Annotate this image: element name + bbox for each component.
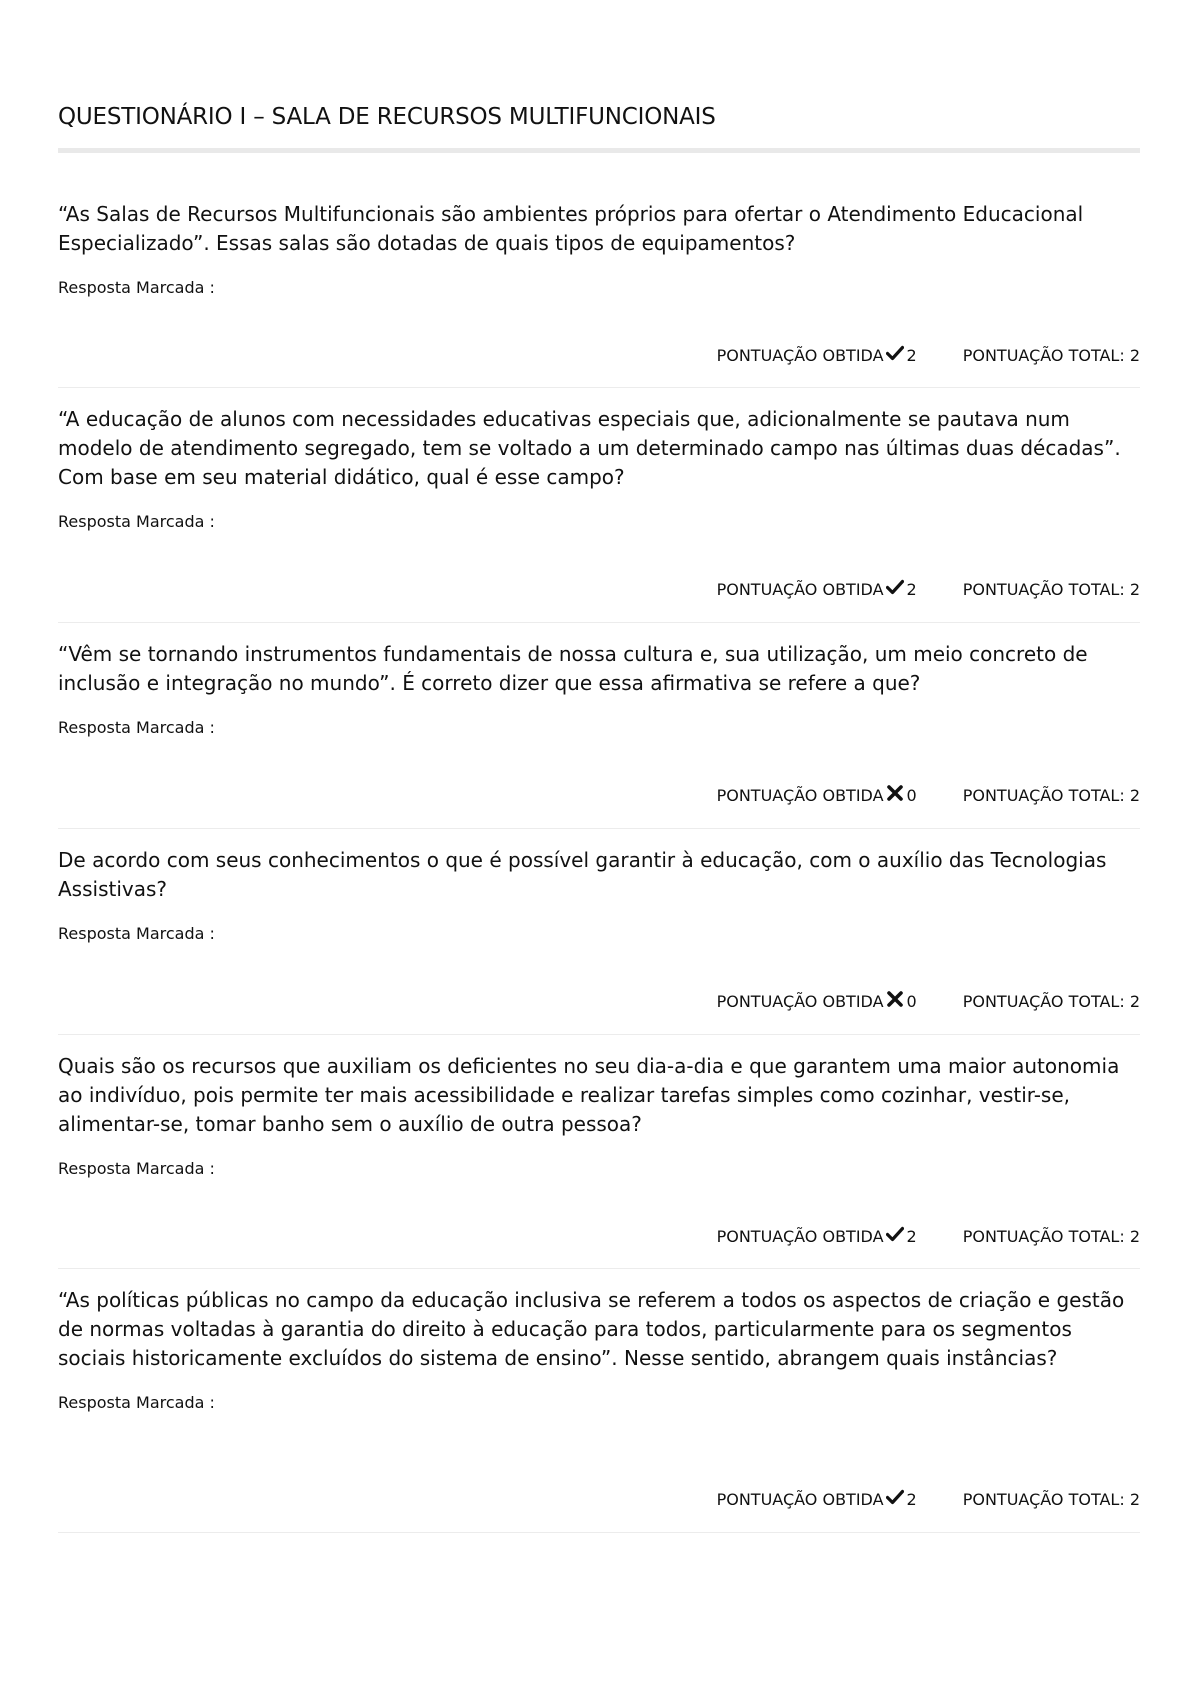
question-text: Quais são os recursos que auxiliam os deficientes no seu dia-a-dia e que garantem uma maior autonomia ao indivíduo, pois permite ter mais acessibilidade e realizar tarefas simples como cozinhar, vestir-se, alimentar-se, tomar banho sem o auxílio de outra pessoa?	[58, 1054, 1120, 1136]
answer-label: Resposta Marcada :	[58, 512, 215, 531]
answer-label: Resposta Marcada :	[58, 278, 215, 297]
score-total: PONTUAÇÃO TOTAL: 2	[962, 580, 1140, 599]
score-value: 0	[906, 786, 917, 805]
score-row	[717, 346, 1140, 366]
score-row	[717, 1490, 1140, 1510]
answer-label: Resposta Marcada :	[58, 1159, 215, 1178]
cross-icon	[886, 990, 904, 1008]
question-divider	[58, 1268, 1140, 1269]
score-obtained	[717, 1227, 917, 1247]
score-row	[717, 786, 1140, 806]
answer-label: Resposta Marcada :	[58, 924, 215, 943]
score-row	[717, 992, 1140, 1012]
score-row	[717, 1227, 1140, 1247]
check-icon	[886, 344, 904, 362]
question-block	[58, 1286, 1140, 1373]
score-obtained-label: PONTUAÇÃO OBTIDA	[716, 1227, 884, 1246]
question-text: “Vêm se tornando instrumentos fundamentais de nossa cultura e, sua utilização, um meio concreto de inclusão e integração no mundo”. É correto dizer que essa afirmativa se refere a que?	[58, 642, 1088, 695]
score-total: PONTUAÇÃO TOTAL: 2	[962, 1227, 1140, 1246]
score-obtained	[717, 1490, 917, 1510]
cross-icon	[886, 784, 904, 802]
score-obtained-label: PONTUAÇÃO OBTIDA	[716, 346, 884, 365]
question-block	[58, 640, 1140, 698]
question-divider	[58, 828, 1140, 829]
question-divider	[58, 387, 1140, 388]
score-obtained-label: PONTUAÇÃO OBTIDA	[716, 992, 884, 1011]
question-text: “A educação de alunos com necessidades educativas especiais que, adicionalmente se pautava num modelo de atendimento segregado, tem se voltado a um determinado campo nas últimas duas décadas”. Com base em seu material didático, qual é esse campo?	[58, 407, 1121, 489]
question-divider	[58, 622, 1140, 623]
score-obtained	[717, 786, 917, 806]
score-total: PONTUAÇÃO TOTAL: 2	[962, 1490, 1140, 1509]
answer-label: Resposta Marcada :	[58, 1393, 215, 1412]
score-value: 2	[906, 580, 917, 599]
score-value: 0	[906, 992, 917, 1011]
page-title: QUESTIONÁRIO I – SALA DE RECURSOS MULTIFUNCIONAIS	[58, 104, 716, 130]
question-text: “As Salas de Recursos Multifuncionais são ambientes próprios para ofertar o Atendimento Educacional Especializado”. Essas salas são dotadas de quais tipos de equipamentos?	[58, 202, 1084, 255]
score-row	[717, 580, 1140, 600]
score-obtained-label: PONTUAÇÃO OBTIDA	[716, 1490, 884, 1509]
score-obtained-label: PONTUAÇÃO OBTIDA	[716, 580, 884, 599]
check-icon	[886, 578, 904, 596]
question-divider	[58, 1034, 1140, 1035]
question-block	[58, 405, 1140, 492]
question-text: De acordo com seus conhecimentos o que é possível garantir à educação, com o auxílio das Tecnologias Assistivas?	[58, 848, 1107, 901]
score-value: 2	[906, 346, 917, 365]
check-icon	[886, 1488, 904, 1506]
score-obtained	[717, 580, 917, 600]
question-divider	[58, 1532, 1140, 1533]
score-obtained-label: PONTUAÇÃO OBTIDA	[716, 786, 884, 805]
score-total: PONTUAÇÃO TOTAL: 2	[962, 786, 1140, 805]
title-divider	[58, 148, 1140, 153]
score-total: PONTUAÇÃO TOTAL: 2	[962, 992, 1140, 1011]
score-obtained	[717, 992, 917, 1012]
question-block	[58, 846, 1140, 904]
question-block	[58, 1052, 1140, 1139]
answer-label: Resposta Marcada :	[58, 718, 215, 737]
question-text: “As políticas públicas no campo da educação inclusiva se referem a todos os aspectos de criação e gestão de normas voltadas à garantia do direito à educação para todos, particularmente para os segmentos sociais historicamente excluídos do sistema de ensino”. Nesse sentido, abrangem quais instâncias?	[58, 1288, 1125, 1370]
score-total: PONTUAÇÃO TOTAL: 2	[962, 346, 1140, 365]
check-icon	[886, 1225, 904, 1243]
score-value: 2	[906, 1227, 917, 1246]
score-obtained	[717, 346, 917, 366]
question-block	[58, 200, 1140, 258]
score-value: 2	[906, 1490, 917, 1509]
